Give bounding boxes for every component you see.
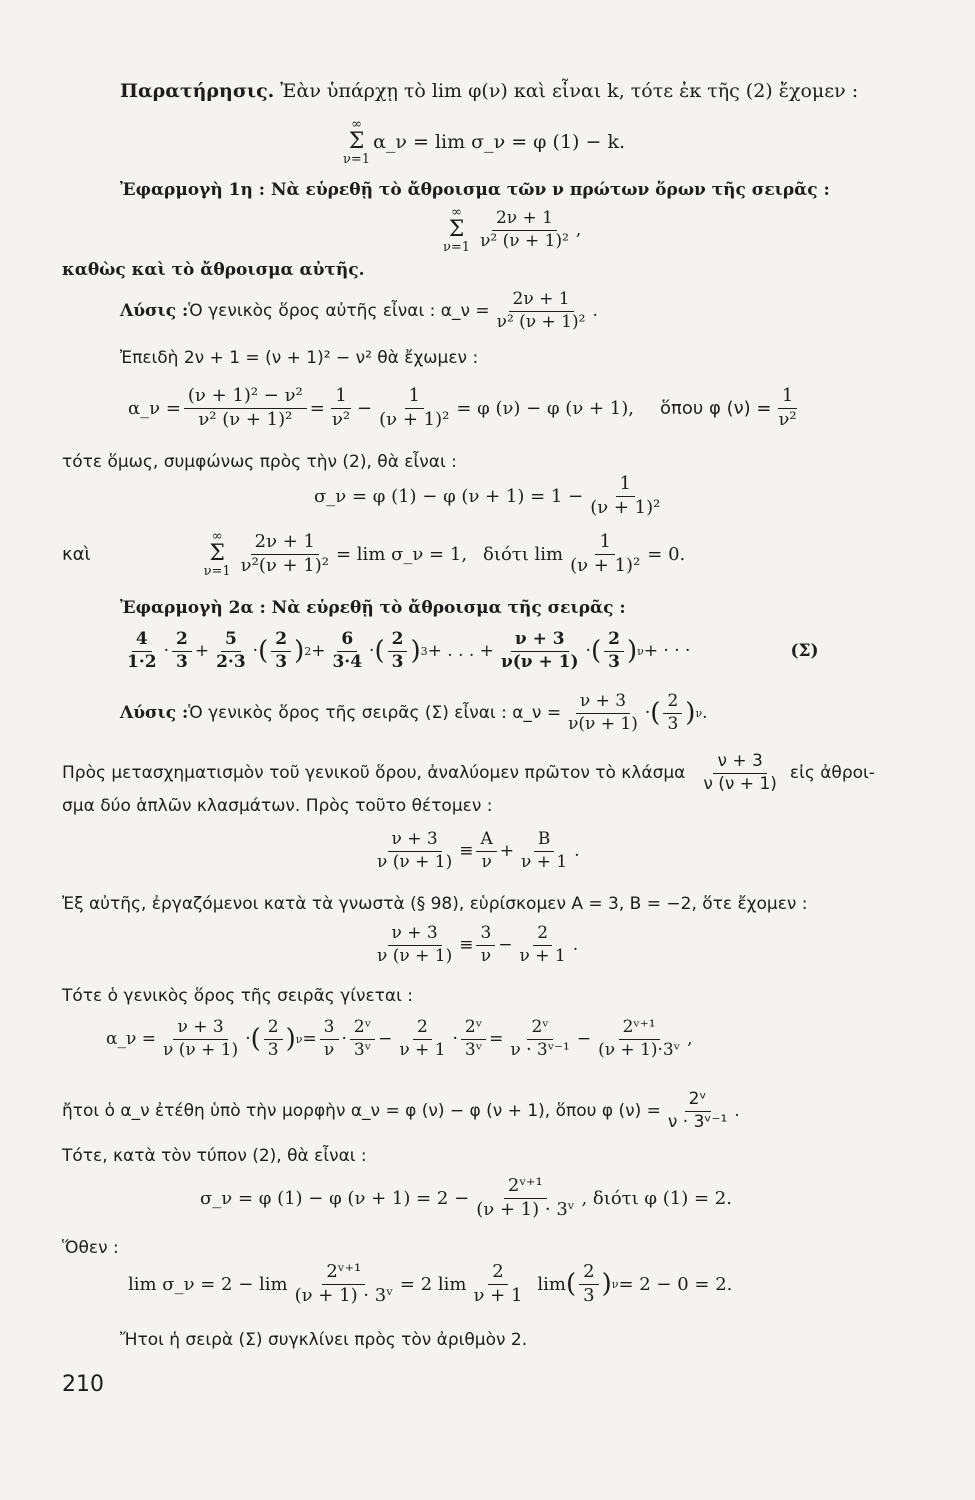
app2-becomes: Τότε ὁ γενικὸς ὅρος τῆς σειρᾶς γίνεται : bbox=[62, 986, 413, 1006]
limit-because-frac: $\frac{1}{\text{(ν + 1)²}}$ bbox=[570, 530, 641, 576]
app2-result: $\frac{\nu + 3}{\nu (\nu + 1)}$ ≡ $\frac{3}{\nu}$ − $\frac{2}{\nu + 1}$ . bbox=[377, 923, 579, 966]
app2-partial-sum: σ_ν = φ (1) − φ (ν + 1) = 2 − $\frac{\text{2ᵛ⁺¹}}{\text{(ν + 1) · 3ᵛ}}$ , διότι φ (1) = 2. bbox=[200, 1175, 732, 1220]
partial-sum-frac: $\frac{1}{\text{(ν + 1)²}}$ bbox=[590, 473, 661, 518]
app1-partial-sum bbox=[314, 474, 667, 518]
transform-tail: εἰς ἀθροι- bbox=[789, 763, 875, 784]
app2-long-expansion: α_ν = $\frac{\nu + 3}{\nu (\nu + 1)}$ · ( $\frac{2}{3}$ ) ν = $\frac{3}{\nu}$ · $\frac{\text{2ᵛ}}{\text{3ᵛ}}$ − $\frac{2}{\nu + 1}$ · $\frac{\text{2ᵛ}}{\text{3ᵛ}}$ = $\frac{\text{2ᵛ}}{\text{ν · 3ᵛ⁻¹}}$ − $\frac{\text{2ᵛ⁺¹}}{\text{(ν + 1)·3ᵛ}}$ , bbox=[106, 1017, 693, 1060]
app1-since: Ἐπειδὴ 2ν + 1 = (ν + 1)² − ν² θὰ ἔχωμεν : bbox=[120, 348, 479, 368]
app2-transform: Πρὸς μετασχηματισμὸν τοῦ γενικοῦ ὅρου, ἀναλύομεν πρῶτον τὸ κλάσμα $\frac{\nu + 3}{\nu (\nu + 1)}$ εἰς ἀθροι- bbox=[62, 751, 875, 794]
sig-tail: , διότι φ (1) = 2. bbox=[581, 1187, 732, 1209]
ie-text: ἤτοι ὁ α_ν ἐτέθη ὑπὸ τὴν μορφὴν α_ν = φ (ν) − φ (ν + 1), ὅπου φ (ν) = bbox=[62, 1101, 661, 1122]
sum-symbol: ∞ Σ ν=1 bbox=[343, 117, 371, 167]
partial-sum-lhs: σ_ν = φ (1) − φ (ν + 1) = 1 − bbox=[314, 485, 584, 507]
limit-tail: = 0. bbox=[647, 543, 686, 565]
lim-lhs: lim σ_ν = 2 − lim bbox=[128, 1273, 288, 1295]
solution-label: Λύσις : bbox=[120, 301, 189, 322]
app1-then: τότε ὅμως, συμφώνως πρὸς τὴν (2), θὰ εἶναι : bbox=[62, 452, 457, 472]
app1-also: καθὼς καὶ τὸ ἄθροισμα αὐτῆς. bbox=[62, 260, 365, 280]
series-dots: + . . . + bbox=[427, 641, 494, 662]
limit-because: διότι lim bbox=[483, 543, 564, 565]
app2-series: $\frac{4}{1\cdot 2}$ · $\frac{2}{3}$ + $\frac{5}{2\cdot 3}$ · ( $\frac{2}{3}$ ) 2 + $\frac{6}{3\cdot 4}$ · ( $\frac{2}{3}$ ) 3 + . . . + $\frac{\nu + 3}{\nu(\nu + 1)}$ · ( $\frac{2}{3}$ ) ν + · · · (Σ) bbox=[127, 629, 819, 672]
lim-mid: = 2 lim bbox=[399, 1273, 467, 1295]
solution-label: Λύσις : bbox=[120, 703, 189, 724]
transform-text: Πρὸς μετασχηματισμὸν τοῦ γενικοῦ ὅρου, ἀναλύομεν πρῶτον τὸ κλάσμα bbox=[62, 763, 686, 784]
sig-lhs: σ_ν = φ (1) − φ (ν + 1) = 2 − bbox=[200, 1187, 470, 1209]
solution-text: Ὁ γενικὸς ὅρος αὐτῆς εἶναι : α_ν = bbox=[188, 301, 490, 322]
app2-ie: ἤτοι ὁ α_ν ἐτέθη ὑπὸ τὴν μορφὴν α_ν = φ (ν) − φ (ν + 1), ὅπου φ (ν) = $\frac{\text{2ᵛ}}{\text{ν · 3ᵛ⁻¹}}$ . bbox=[62, 1089, 740, 1132]
app2-conclusion: Ἤτοι ἡ σειρὰ (Σ) συγκλίνει πρὸς τὸν ἀριθμὸν 2. bbox=[120, 1330, 528, 1350]
app1-series bbox=[440, 206, 581, 254]
app2-transform2: σμα δύο ἁπλῶν κλασμάτων. Πρὸς τοῦτο θέτομεν : bbox=[62, 796, 493, 816]
series-tail: + · · · bbox=[643, 641, 691, 662]
long-lhs: α_ν = bbox=[106, 1029, 156, 1050]
app1-limit bbox=[62, 530, 685, 578]
app1-title: Ἐφαρμογὴ 1η : Νὰ εὑρεθῇ τὸ ἄθροισμα τῶν ν πρώτων ὅρων τῆς σειρᾶς : bbox=[120, 180, 830, 200]
decomp-rhs: = φ (ν) − φ (ν + 1), bbox=[456, 397, 634, 419]
app2-title: Ἐφαρμογὴ 2α : Νὰ εὑρεθῇ τὸ ἄθροισμα τῆς σειρᾶς : bbox=[120, 598, 626, 618]
decomp-where-frac: $\frac{1}{\text{ν²}}$ bbox=[778, 385, 797, 430]
app2-by-formula: Τότε, κατὰ τὸν τύπον (2), θὰ εἶναι : bbox=[62, 1146, 367, 1166]
app1-series-fraction: $\frac{2\nu + 1}{\text{ν² (ν + 1)²}}$ bbox=[480, 207, 569, 251]
remark-formula bbox=[340, 118, 625, 166]
general-term-fraction: $\frac{2\nu + 1}{\text{ν² (ν + 1)²}}$ bbox=[496, 289, 586, 332]
decomp-frac-3: $\frac{1}{\text{(ν + 1)²}}$ bbox=[379, 385, 450, 430]
sum-symbol: ∞ Σ ν=1 bbox=[203, 529, 231, 579]
series-tag: (Σ) bbox=[790, 641, 819, 662]
decomp-lhs: α_ν = bbox=[128, 397, 181, 419]
app1-solution: Λύσις : Ὁ γενικὸς ὅρος αὐτῆς εἶναι : α_ν = $\frac{2\nu + 1}{\text{ν² (ν + 1)²}}$ . bbox=[120, 289, 598, 332]
limit-mid: = lim σ_ν = 1, bbox=[336, 543, 468, 565]
solution-text: Ὁ γενικὸς ὅρος τῆς σειρᾶς (Σ) εἶναι : α_ν = bbox=[188, 703, 562, 724]
remark-text: Ἐὰν ὑπάρχῃ τὸ lim φ(ν) καὶ εἶναι k, τότε ἐκ τῆς (2) ἔχομεν : bbox=[274, 80, 859, 102]
app2-from: Ἐξ αὐτῆς, ἐργαζόμενοι κατὰ τὰ γνωστὰ (§ 98), εὑρίσκομεν Α = 3, Β = −2, ὅτε ἔχομεν : bbox=[62, 894, 808, 914]
lim-tail: = 2 − 0 = 2. bbox=[618, 1273, 733, 1295]
series-comma: , bbox=[575, 220, 582, 240]
remark-label: Παρατήρησις. bbox=[120, 80, 275, 102]
decomp-frac-2: $\frac{1}{\text{ν²}}$ bbox=[331, 385, 351, 430]
and-label: καὶ bbox=[62, 543, 91, 565]
app2-solution: Λύσις : Ὁ γενικὸς ὅρος τῆς σειρᾶς (Σ) εἶναι : α_ν = $\frac{\nu + 3}{\nu(\nu + 1)}$ · ( $\frac{2}{3}$ ) ν . bbox=[120, 691, 708, 734]
remark-line bbox=[120, 80, 858, 102]
page-number: 210 bbox=[62, 1372, 104, 1397]
sum-symbol: ∞ Σ ν=1 bbox=[443, 205, 471, 255]
decomp-where: ὅπου φ (ν) = bbox=[659, 397, 772, 419]
limit-series-frac: $\frac{2\nu + 1}{\text{ν²(ν + 1)²}}$ bbox=[240, 530, 329, 576]
app1-decomposition: α_ν = $\frac{\text{(ν + 1)² − ν²}}{\text{ν² (ν + 1)²}}$ = $\frac{1}{\text{ν²}}$ − $\frac{1}{\text{(ν + 1)²}}$ = φ (ν) − φ (ν + 1), ὅπου φ (ν) = $\frac{1}{\text{ν²}}$ bbox=[128, 386, 804, 430]
remark-formula-text: α_ν = lim σ_ν = φ (1) − k. bbox=[373, 131, 625, 153]
app2-partial-fractions: $\frac{\nu + 3}{\nu (\nu + 1)}$ ≡ $\frac{A}{\nu}$ + $\frac{B}{\nu + 1}$ . bbox=[377, 829, 580, 872]
decomp-frac-1: $\frac{\text{(ν + 1)² − ν²}}{\text{ν² (ν + 1)²}}$ bbox=[184, 386, 307, 430]
app2-hence: Ὅθεν : bbox=[62, 1238, 119, 1258]
lim-mid2: lim bbox=[537, 1273, 566, 1295]
app2-limit: lim σ_ν = 2 − lim $\frac{\text{2ᵛ⁺¹}}{\text{(ν + 1) · 3ᵛ}}$ = 2 lim $\frac{2}{\nu + 1}$ lim ( $\frac{2}{3}$ ) ν = 2 − 0 = 2. bbox=[128, 1261, 733, 1306]
